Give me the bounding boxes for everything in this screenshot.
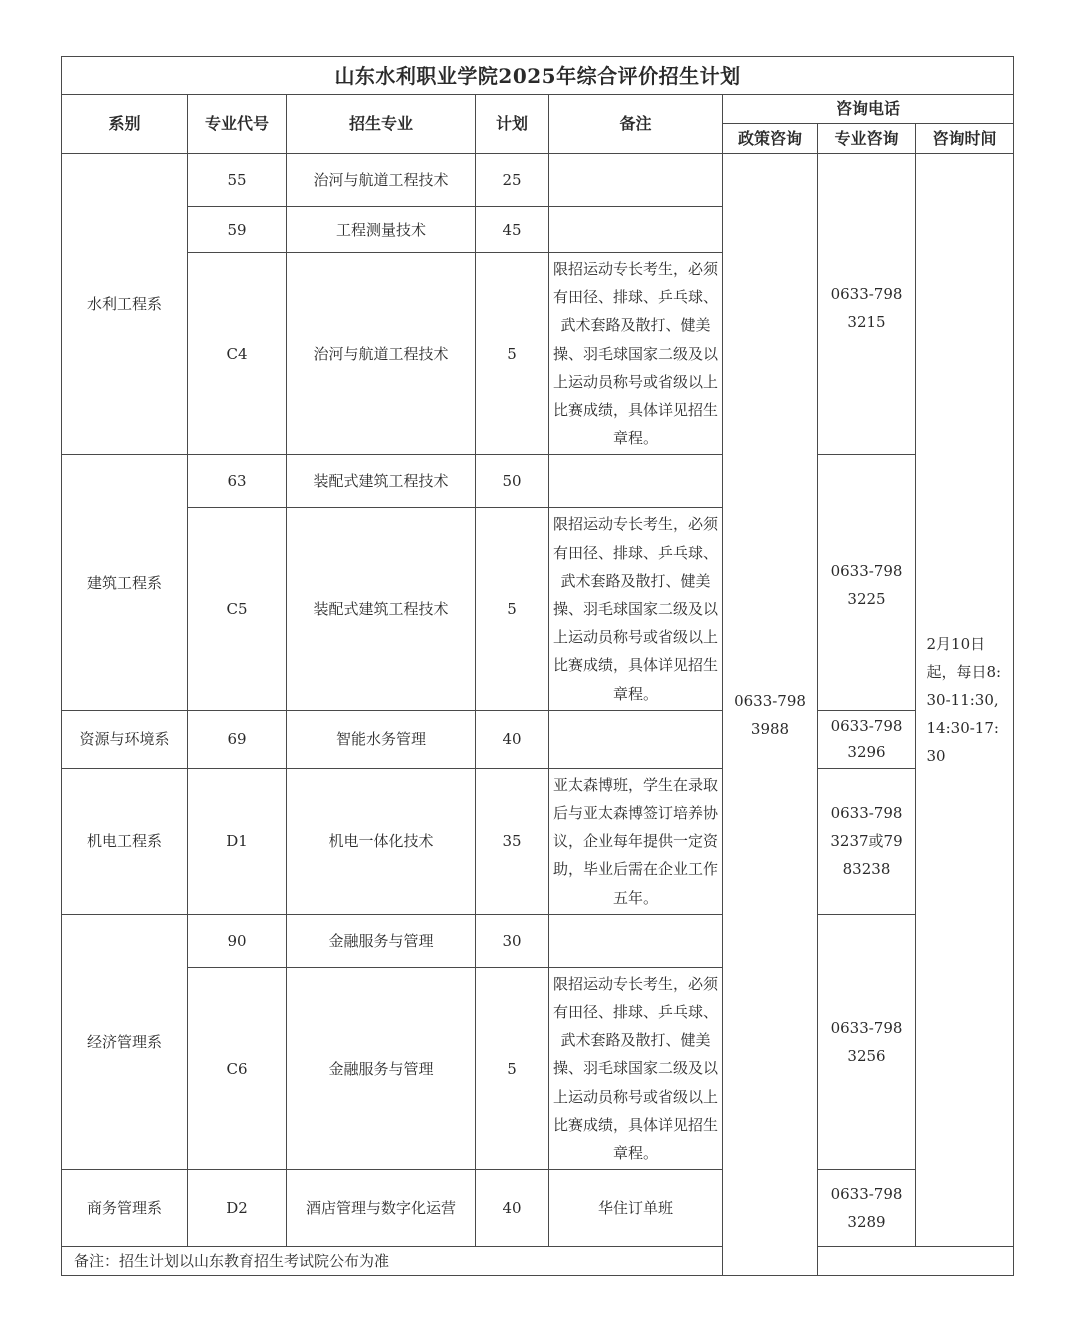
remark-cell: 亚太森博班，学生在录取后与亚太森博签订培养协议，企业每年提供一定资助，毕业后需在企业工作五年。 — [549, 768, 723, 914]
major-phone: 0633-7983225 — [830, 562, 903, 609]
code-cell: 59 — [188, 207, 287, 253]
header-major: 招生专业 — [287, 95, 476, 154]
header-policy-consult: 政策咨询 — [723, 124, 818, 154]
code-cell: 55 — [188, 154, 287, 207]
header-consult-phone: 咨询电话 — [723, 95, 1014, 124]
consult-time: 2月10日起，每日8:30-11:30,14:30-17:30 — [926, 635, 1002, 766]
major-phone: 0633-7983215 — [830, 285, 903, 331]
policy-phone-cell — [723, 154, 818, 1276]
remark-cell: 华住订单班 — [549, 1170, 723, 1247]
major-cell: 机电一体化技术 — [287, 768, 476, 914]
major-cell: 智能水务管理 — [287, 710, 476, 768]
table-row — [62, 768, 1014, 914]
header-plan: 计划 — [476, 95, 549, 154]
table-row — [62, 710, 1014, 768]
header-major-consult: 专业咨询 — [818, 124, 916, 154]
enrollment-plan-table — [61, 56, 1014, 1276]
major-cell: 治河与航道工程技术 — [287, 253, 476, 455]
major-phone-cell — [818, 455, 916, 710]
plan-cell: 45 — [476, 207, 549, 253]
major-cell: 金融服务与管理 — [287, 967, 476, 1169]
header-department: 系别 — [62, 95, 188, 154]
code-cell: D2 — [188, 1170, 287, 1247]
header-code: 专业代号 — [188, 95, 287, 154]
remark-cell: 限招运动专长考生，必须有田径、排球、乒乓球、武术套路及散打、健美操、羽毛球国家二级及以上运动员称号或省级以上比赛成绩，具体详见招生章程。 — [549, 253, 723, 455]
major-phone: 0633-7983296 — [830, 717, 903, 762]
major-phone-cell — [818, 154, 916, 455]
remark-cell — [549, 914, 723, 967]
major-cell: 装配式建筑工程技术 — [287, 508, 476, 710]
major-cell: 装配式建筑工程技术 — [287, 455, 476, 508]
plan-cell: 30 — [476, 914, 549, 967]
department-cell: 建筑工程系 — [62, 455, 188, 710]
plan-cell: 35 — [476, 768, 549, 914]
plan-cell: 5 — [476, 967, 549, 1169]
remark-cell: 限招运动专长考生，必须有田径、排球、乒乓球、武术套路及散打、健美操、羽毛球国家二级及以上运动员称号或省级以上比赛成绩，具体详见招生章程。 — [549, 508, 723, 710]
major-cell: 工程测量技术 — [287, 207, 476, 253]
major-cell: 金融服务与管理 — [287, 914, 476, 967]
department-cell: 机电工程系 — [62, 768, 188, 914]
department-cell: 水利工程系 — [62, 154, 188, 455]
code-cell: 63 — [188, 455, 287, 508]
table-row — [62, 455, 1014, 508]
header-remark: 备注 — [549, 95, 723, 154]
remark-cell — [549, 455, 723, 508]
header-consult-time: 咨询时间 — [916, 124, 1014, 154]
plan-cell: 40 — [476, 710, 549, 768]
remark-cell — [549, 710, 723, 768]
plan-cell: 5 — [476, 253, 549, 455]
plan-cell: 40 — [476, 1170, 549, 1247]
table-row — [62, 1170, 1014, 1247]
major-phone-cell — [818, 710, 916, 768]
major-phone-cell — [818, 768, 916, 914]
plan-cell: 25 — [476, 154, 549, 207]
remark-cell — [549, 154, 723, 207]
table-title: 山东水利职业学院2025年综合评价招生计划 — [62, 57, 1014, 95]
plan-cell: 50 — [476, 455, 549, 508]
major-phone-cell — [818, 914, 916, 1169]
major-phone: 0633-7983289 — [830, 1185, 903, 1232]
department-cell: 商务管理系 — [62, 1170, 188, 1247]
code-cell: D1 — [188, 768, 287, 914]
department-cell: 资源与环境系 — [62, 710, 188, 768]
code-cell: C6 — [188, 967, 287, 1169]
major-cell: 酒店管理与数字化运营 — [287, 1170, 476, 1247]
plan-cell: 5 — [476, 508, 549, 710]
consult-time-cell — [916, 154, 1014, 1247]
remark-cell — [549, 207, 723, 253]
policy-phone: 0633-7983988 — [734, 691, 806, 738]
code-cell: 90 — [188, 914, 287, 967]
code-cell: C5 — [188, 508, 287, 710]
table-footnote: 备注：招生计划以山东教育招生考试院公布为准 — [62, 1247, 1014, 1276]
table-row — [62, 914, 1014, 967]
table-row — [62, 154, 1014, 207]
code-cell: 69 — [188, 710, 287, 768]
major-phone: 0633-7983256 — [830, 1019, 903, 1066]
major-phone: 0633-7983237或7983238 — [830, 804, 903, 879]
major-phone-cell — [818, 1170, 916, 1247]
department-cell: 经济管理系 — [62, 914, 188, 1169]
remark-cell: 限招运动专长考生，必须有田径、排球、乒乓球、武术套路及散打、健美操、羽毛球国家二级及以上运动员称号或省级以上比赛成绩，具体详见招生章程。 — [549, 967, 723, 1169]
code-cell: C4 — [188, 253, 287, 455]
major-cell: 治河与航道工程技术 — [287, 154, 476, 207]
